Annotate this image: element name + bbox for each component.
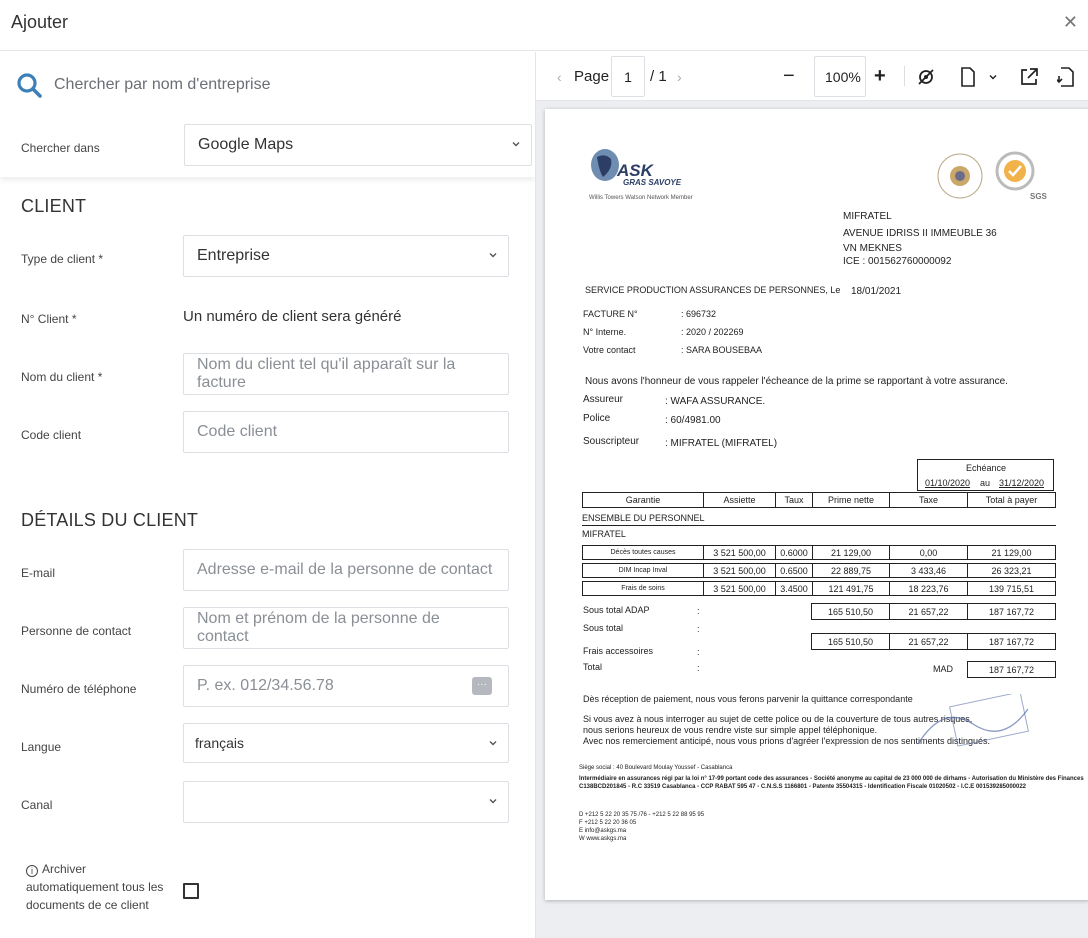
internal-number-value: : 2020 / 202269 — [681, 327, 744, 337]
client-type-label: Type de client * — [21, 252, 104, 266]
total-value: 187 167,72 — [967, 661, 1056, 678]
contact-line-4: W www.askgs.ma — [579, 836, 627, 842]
total-currency: MAD — [933, 664, 953, 674]
contact-value: : SARA BOUSEBAA — [681, 345, 763, 355]
th-garantie: Garantie — [582, 492, 704, 508]
closing-line-1: Si vous avez à nous interroger au sujet de cette police ou de la couverture de tous autres risques, — [583, 714, 973, 724]
subtotal-adap-prime: 165 510,50 — [811, 603, 890, 620]
invoice-page — [545, 109, 1088, 900]
echeance-au: au — [980, 478, 991, 488]
receipt-text: Dès réception de paiement, nous vous ferons parvenir la quittance correspondante — [583, 694, 913, 704]
row-1-total: 21 129,00 — [967, 545, 1056, 560]
search-source-value: Google Maps — [198, 136, 294, 153]
subtotal-adap-taxe: 21 657,22 — [889, 603, 968, 620]
row-3-prime: 121 491,75 — [812, 581, 890, 596]
frais-label: Frais accessoires — [583, 646, 654, 656]
search-source-select[interactable] — [184, 124, 532, 166]
chevron-down-icon — [488, 250, 498, 260]
client-type-select[interactable] — [183, 235, 509, 277]
subtotal-adap-total: 187 167,72 — [967, 603, 1056, 620]
search-icon — [16, 72, 42, 98]
client-section-title: CLIENT — [21, 196, 87, 216]
service-line: SERVICE PRODUCTION ASSURANCES DE PERSONNES, Le — [585, 285, 841, 295]
row-2-prime: 22 889,75 — [812, 563, 890, 578]
footer-line-3: C138BCD201845 - R.C 33519 Casablanca - CCP RABAT 595 47 - C.N.S.S 1166801 - Patente 35504315 - Identification Fiscale 01020502 - I.C.E 001539285000022 — [579, 784, 1027, 790]
zoom-input-wrap — [814, 52, 866, 101]
invoice-number-label: FACTURE N° — [583, 309, 638, 319]
total-label: Total — [583, 662, 603, 672]
language-select[interactable] — [183, 723, 509, 763]
contact-input[interactable] — [183, 607, 509, 649]
company-search — [0, 52, 535, 177]
row-2-assiette: 3 521 500,00 — [703, 563, 776, 578]
contact-placeholder: Nom et prénom de la personne de contact — [197, 610, 440, 645]
sgs-label: SGS — [1030, 192, 1047, 201]
internal-number-label: N° Interne. — [583, 327, 627, 337]
page-input[interactable]: 1 — [611, 56, 645, 97]
subtotal-adap-label: Sous total ADAP — [583, 605, 650, 615]
group-2: MIFRATEL — [582, 529, 626, 539]
client-code-label: Code client — [21, 428, 82, 442]
addr-line-1: MIFRATEL — [843, 211, 892, 222]
close-icon[interactable]: ✕ — [1062, 12, 1078, 32]
total-colon: : — [697, 663, 700, 673]
dialog-title: Ajouter — [11, 12, 69, 32]
channel-label: Canal — [21, 798, 53, 812]
contact-label: Votre contact — [583, 345, 636, 355]
policy-value: : 60/4981.00 — [665, 415, 721, 426]
chevron-down-icon[interactable] — [988, 52, 998, 101]
row-2-taxe: 3 433,46 — [889, 563, 968, 578]
th-total: Total à payer — [967, 492, 1056, 508]
th-assiette: Assiette — [703, 492, 776, 508]
zoom-in-button[interactable]: + — [874, 65, 886, 87]
archive-label-text: Archiver automatiquement tous les documents de ce client — [26, 862, 164, 912]
row-1-taxe: 0,00 — [889, 545, 968, 560]
client-name-input[interactable] — [183, 353, 509, 395]
policy-label: Police — [583, 413, 611, 424]
search-in-label: Chercher dans — [21, 141, 100, 155]
client-number-label: N° Client * — [21, 312, 77, 326]
client-code-input[interactable] — [183, 411, 509, 453]
row-2-total: 26 323,21 — [967, 563, 1056, 578]
keypad-icon[interactable]: ··· — [472, 677, 492, 695]
hide-annotations-icon[interactable] — [916, 52, 936, 101]
company-stamp-icon — [913, 694, 1033, 754]
echeance-to: 31/12/2020 — [999, 478, 1045, 488]
subtotal-colon: : — [697, 624, 700, 634]
contact-line-2: F +212 5 22 20 36 05 — [579, 820, 637, 826]
row-3-taxe: 18 223,76 — [889, 581, 968, 596]
archive-checkbox[interactable] — [183, 883, 199, 899]
channel-select[interactable] — [183, 781, 509, 823]
footer-line-1: Siège social : 40 Boulevard Moulay Youssef - Casablanca — [579, 765, 733, 771]
viewer-toolbar — [536, 52, 1088, 101]
language-value: français — [195, 735, 245, 751]
download-icon[interactable] — [1057, 52, 1075, 101]
phone-input[interactable] — [183, 665, 509, 707]
row-3-garantie: Frais de soins — [582, 581, 704, 596]
document-viewer — [535, 52, 1088, 938]
subtotal-total: 187 167,72 — [967, 633, 1056, 650]
addr-line-3: VN MEKNES — [843, 243, 902, 254]
row-3-assiette: 3 521 500,00 — [703, 581, 776, 596]
client-number-value: Un numéro de client sera généré — [183, 308, 402, 325]
open-external-icon[interactable] — [1019, 52, 1039, 101]
echeance-box — [917, 459, 1054, 491]
invoice-number-value: : 696732 — [681, 309, 717, 319]
chevron-down-icon — [488, 738, 498, 748]
row-2-garantie: DIM Incap Inval — [582, 563, 704, 578]
row-1-taux: 0.6000 — [775, 545, 813, 560]
next-page-icon[interactable]: › — [677, 68, 682, 85]
email-label: E-mail — [21, 566, 56, 580]
footer-line-2: Intermédiaire en assurances régi par la loi n° 17-99 portant code des assurances - Société anonyme au capital de 23 000 000 de dirhams - Autorisation du Ministère des Finances — [579, 776, 1084, 782]
certification-seal-icon — [935, 151, 985, 201]
logo-main: ASK — [617, 161, 653, 180]
archive-label — [26, 860, 176, 914]
group-1: ENSEMBLE DU PERSONNEL — [582, 513, 705, 523]
client-form — [0, 52, 535, 938]
subscriber-value: : MIFRATEL (MIFRATEL) — [665, 438, 778, 449]
row-3-taux: 3.4500 — [775, 581, 813, 596]
subtotal-label: Sous total — [583, 623, 624, 633]
subtotal-taxe: 21 657,22 — [889, 633, 968, 650]
toolbar-divider — [904, 66, 905, 86]
client-code-placeholder: Code client — [197, 423, 278, 440]
th-taxe: Taxe — [889, 492, 968, 508]
chevron-down-icon — [488, 796, 498, 806]
group-divider — [582, 525, 1056, 526]
insurer-value: : WAFA ASSURANCE. — [665, 396, 766, 407]
addr-line-4: ICE : 001562760000092 — [843, 256, 952, 267]
phone-placeholder: P. ex. 012/34.56.78 — [197, 677, 334, 694]
closing-line-3: Avec nos remerciement anticipé, nous vous prions d'agréer l'expression de nos sentiments distingués. — [583, 736, 990, 746]
row-1-prime: 21 129,00 — [812, 545, 890, 560]
contact-label: Personne de contact — [21, 624, 132, 638]
client-type-value: Entreprise — [197, 247, 270, 264]
page-label: Page — [574, 68, 610, 85]
page-total: / 1 — [650, 68, 667, 85]
email-placeholder: Adresse e-mail de la personne de contact — [197, 561, 493, 578]
th-taux: Taux — [775, 492, 813, 508]
echeance-label: Echéance — [966, 463, 1007, 473]
service-date: 18/01/2021 — [851, 286, 902, 297]
row-3-total: 139 715,51 — [967, 581, 1056, 596]
row-1-garantie: Décès toutes causes — [582, 545, 704, 560]
closing-line-2: nous serions heureux de vous rendre viste sur simple appel téléphonique. — [583, 725, 878, 735]
insurer-label: Assureur — [583, 394, 624, 405]
contact-line-1: D +212 5 22 20 35 75 /76 - +212 5 22 88 95 95 — [579, 812, 705, 818]
info-icon[interactable]: i — [26, 865, 38, 877]
contact-line-3: E info@askgs.ma — [579, 828, 627, 834]
client-name-placeholder: Nom du client tel qu'il apparaît sur la facture — [197, 356, 456, 391]
search-input[interactable] — [16, 70, 271, 100]
document-icon[interactable] — [960, 52, 976, 101]
email-input[interactable] — [183, 549, 509, 591]
sgs-logo-icon — [990, 151, 1040, 195]
logo-sub: GRAS SAVOYE — [623, 178, 682, 187]
search-placeholder: Chercher par nom d'entreprise — [54, 76, 271, 93]
echeance-from: 01/10/2020 — [925, 478, 971, 488]
prev-page-icon[interactable]: ‹ — [557, 68, 562, 85]
subtotal-prime: 165 510,50 — [811, 633, 890, 650]
logo-tag: Willis Towers Watson Network Member — [589, 195, 693, 201]
row-1-assiette: 3 521 500,00 — [703, 545, 776, 560]
page-input-wrap — [611, 52, 645, 101]
zoom-input[interactable]: 100% — [814, 56, 866, 97]
row-2-taux: 0.6500 — [775, 563, 813, 578]
dialog-header — [0, 0, 1088, 51]
intro-text: Nous avons l'honneur de vous rappeler l'écheance de la prime se rapportant à votre assurance. — [585, 376, 1008, 387]
frais-colon: : — [697, 647, 700, 657]
subscriber-label: Souscripteur — [583, 436, 640, 447]
addr-line-2: AVENUE IDRISS II IMMEUBLE 36 — [843, 228, 997, 239]
subtotal-adap-colon: : — [697, 606, 700, 616]
th-prime: Prime nette — [812, 492, 890, 508]
details-section-title: DÉTAILS DU CLIENT — [21, 510, 199, 530]
zoom-out-button[interactable]: − — [783, 65, 795, 87]
phone-label: Numéro de téléphone — [21, 682, 137, 696]
language-label: Langue — [21, 740, 62, 754]
chevron-down-icon — [511, 139, 521, 149]
client-name-label: Nom du client * — [21, 370, 103, 384]
